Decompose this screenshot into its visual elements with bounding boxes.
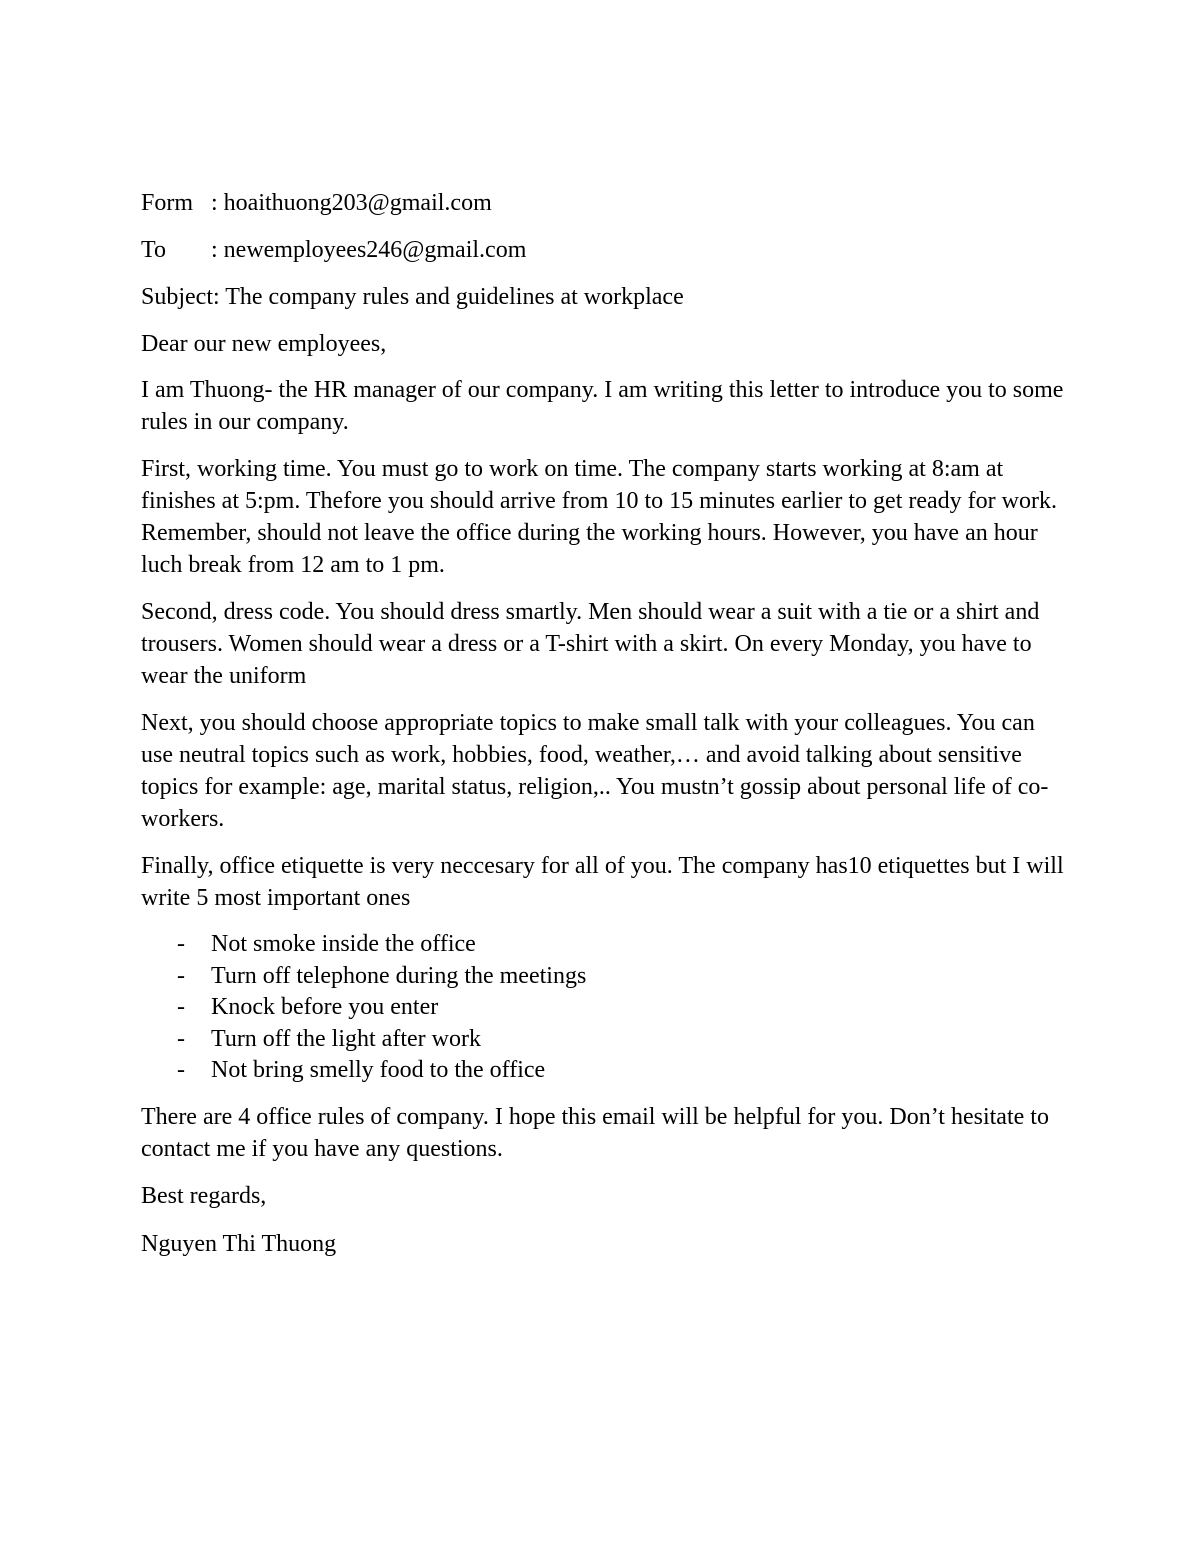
list-item: [141, 992, 1071, 1024]
closing-paragraph: There are 4 office rules of company. I hope this email will be helpful for you. Don’t hesitate to contact me if you have any questions.: [141, 1103, 1049, 1162]
etiquette-list: [141, 929, 1071, 1087]
to-value: : newemployees246@gmail.com: [211, 237, 527, 263]
greeting: Dear our new employees,: [141, 331, 387, 357]
bullet-dash: -: [177, 994, 185, 1020]
list-item-text: Turn off telephone during the meetings: [211, 962, 587, 989]
list-item: [141, 961, 1071, 993]
to-line: [141, 233, 1071, 280]
sign-off: Best regards,: [141, 1182, 267, 1209]
subject-line: Subject: The company rules and guidelines at workplace: [141, 284, 684, 310]
bullet-dash: -: [177, 1025, 185, 1052]
etiquette-intro-paragraph: Finally, office etiquette is very neccesary for all of you. The company has10 etiquettes but I will write 5 most important ones: [141, 853, 1064, 911]
intro-paragraph: I am Thuong- the HR manager of our company. I am writing this letter to introduce you to some rules in our company.: [141, 377, 1064, 435]
signature: Nguyen Thi Thuong: [141, 1230, 337, 1257]
list-item-text: Turn off the light after work: [211, 1025, 481, 1052]
small-talk-paragraph: Next, you should choose appropriate topics to make small talk with your colleagues. You can use neutral topics such as work, hobbies, food, weather,… and avoid talking about sensitive topics for example: age, marital status, religion,.. You mustn’t gossip about personal life of co-workers.: [141, 710, 1049, 832]
bullet-dash: -: [177, 962, 185, 989]
list-item-text: Not bring smelly food to the office: [211, 1057, 546, 1083]
list-item-text: Not smoke inside the office: [211, 931, 476, 957]
list-item: [141, 1055, 1071, 1087]
list-item: [141, 1024, 1071, 1056]
dress-code-paragraph: Second, dress code. You should dress smartly. Men should wear a suit with a tie or a shirt and trousers. Women should wear a dress or a T-shirt with a skirt. On every Monday, you have to wear the uniform: [141, 599, 1040, 689]
to-label: To: [141, 237, 166, 263]
letter-page: [141, 186, 1071, 1276]
list-item: [141, 929, 1071, 961]
bullet-dash: -: [177, 1057, 185, 1083]
from-line: [141, 186, 1071, 233]
from-label: Form: [141, 190, 194, 216]
from-value: : hoaithuong203@gmail.com: [211, 190, 492, 216]
working-time-paragraph: First, working time. You must go to work on time. The company starts working at 8:am at finishes at 5:pm. Thefore you should arrive from 10 to 15 minutes earlier to get ready for work. Remember, should not leave the office during the working hours. However, you have an hour luch break from 12 am to 1 pm.: [141, 456, 1057, 578]
list-item-text: Knock before you enter: [211, 994, 439, 1020]
bullet-dash: -: [177, 931, 185, 957]
